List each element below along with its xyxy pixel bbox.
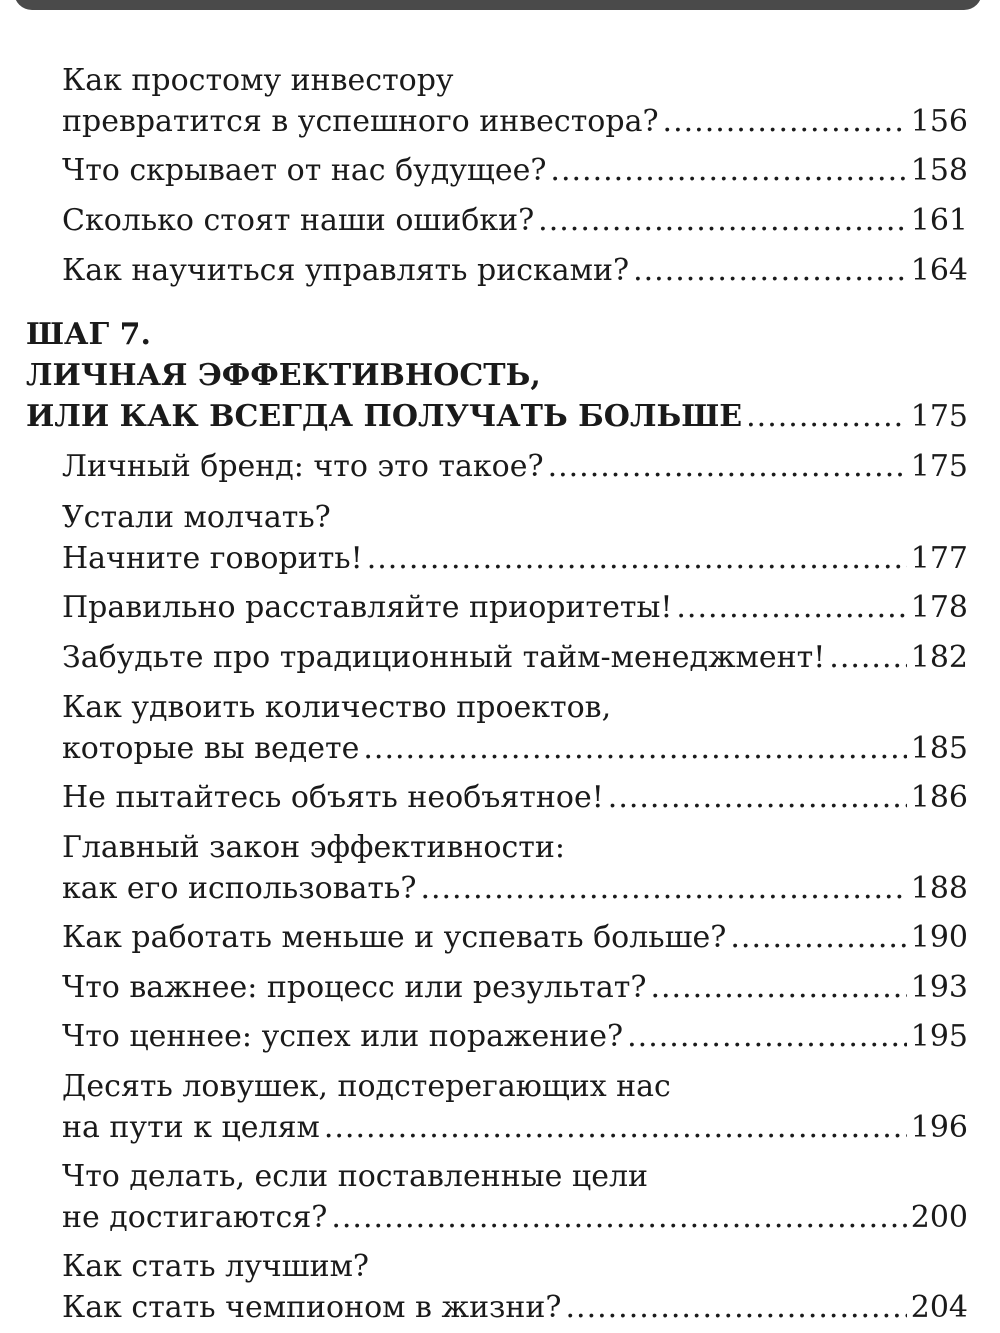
toc-entry xyxy=(62,1156,968,1238)
toc-entry xyxy=(62,687,968,769)
toc-dot-leader xyxy=(550,150,906,191)
toc-entry-line xyxy=(62,1066,968,1107)
toc-dot-leader xyxy=(331,1197,906,1238)
toc-entry-title: как его использовать? xyxy=(62,871,417,906)
toc-page-number: 156 xyxy=(910,104,968,139)
toc-entry xyxy=(62,1016,968,1057)
toc-entry xyxy=(62,60,968,142)
toc-entry-line xyxy=(62,827,968,868)
toc-entry-title: Что важнее: процесс или результат? xyxy=(62,970,647,1005)
toc-page-number: 177 xyxy=(910,541,968,576)
toc-entry-line xyxy=(62,1107,968,1148)
toc-entry xyxy=(62,446,968,487)
toc-entry-title: Что делать, если поставленные цели xyxy=(62,1159,648,1194)
toc-page-number: 175 xyxy=(910,399,968,434)
toc-dot-leader xyxy=(566,1287,907,1328)
toc-entry-line xyxy=(26,396,968,437)
toc-page-number: 164 xyxy=(910,253,968,288)
toc-entry xyxy=(62,1246,968,1328)
toc-entry xyxy=(62,497,968,579)
toc-entry-title: Правильно расставляйте приоритеты! xyxy=(62,590,673,625)
toc-entry-title: Начните говорить! xyxy=(62,541,363,576)
toc-entry-title: Что ценнее: успех или поражение? xyxy=(62,1019,624,1054)
toc-entry-line xyxy=(26,314,968,355)
toc-entry xyxy=(62,587,968,628)
toc-entry-title: Как стать лучшим? xyxy=(62,1249,369,1284)
toc-entry-line xyxy=(62,587,968,628)
toc-entry-line xyxy=(62,1156,968,1197)
toc-dot-leader xyxy=(363,728,906,769)
toc-dot-leader xyxy=(829,637,906,678)
toc-dot-leader xyxy=(608,777,907,818)
toc-entry-line xyxy=(62,728,968,769)
toc-entry-title: Как работать меньше и успевать больше? xyxy=(62,920,727,955)
toc-entry xyxy=(62,200,968,241)
toc-entry xyxy=(62,150,968,191)
toc-entry-line xyxy=(62,101,968,142)
toc-page-number: 185 xyxy=(910,731,968,766)
toc-entry-title: Личный бренд: что это такое? xyxy=(62,449,544,484)
toc-entry-title: не достигаются? xyxy=(62,1200,328,1235)
toc-entry-line xyxy=(62,967,968,1008)
toc-entry-title: Как научиться управлять рисками? xyxy=(62,253,630,288)
toc-entry-title: превратится в успешного инвестора? xyxy=(62,104,659,139)
toc-entry-line xyxy=(62,250,968,291)
toc-page-number: 200 xyxy=(910,1200,968,1235)
toc-dot-leader xyxy=(538,200,907,241)
toc-entry-line xyxy=(62,917,968,958)
toc-entry-title: Устали молчать? xyxy=(62,500,331,535)
toc-entry-title: Забудьте про традиционный тайм-менеджмент! xyxy=(62,640,826,675)
toc-dot-leader xyxy=(548,446,907,487)
toc-dot-leader xyxy=(627,1016,907,1057)
toc-entry-line xyxy=(62,1016,968,1057)
toc-page-number: 196 xyxy=(910,1110,968,1145)
toc-entry xyxy=(62,967,968,1008)
toc-entry xyxy=(62,637,968,678)
toc-entry-title: Сколько стоят наши ошибки? xyxy=(62,203,535,238)
page-header-bar xyxy=(14,0,982,10)
toc-entry-line xyxy=(62,60,968,101)
toc-dot-leader xyxy=(324,1107,907,1148)
toc-entry-title: ЛИЧНАЯ ЭФФЕКТИВНОСТЬ, xyxy=(26,358,541,393)
toc-entry xyxy=(62,777,968,818)
toc-entry-line xyxy=(62,687,968,728)
toc-entry xyxy=(62,917,968,958)
toc-page-number: 190 xyxy=(910,920,968,955)
toc-entry-title: Как стать чемпионом в жизни? xyxy=(62,1290,562,1325)
toc-entry-title: Что скрывает от нас будущее? xyxy=(62,153,547,188)
toc-page-number: 161 xyxy=(910,203,968,238)
toc-entry-title: на пути к целям xyxy=(62,1110,320,1145)
toc-entry-line xyxy=(62,868,968,909)
toc-entry-title: Десять ловушек, подстерегающих нас xyxy=(62,1069,671,1104)
toc-page-number: 175 xyxy=(910,449,968,484)
toc-entry-title: ШАГ 7. xyxy=(26,317,151,352)
toc-entry-title: ИЛИ КАК ВСЕГДА ПОЛУЧАТЬ БОЛЬШЕ xyxy=(26,399,743,434)
toc-dot-leader xyxy=(676,587,906,628)
toc-entry-line xyxy=(62,446,968,487)
toc-page-number: 204 xyxy=(910,1290,968,1325)
toc-entry-line xyxy=(62,150,968,191)
toc-dot-leader xyxy=(746,396,907,437)
toc-entry-title: Как удвоить количество проектов, xyxy=(62,690,612,725)
toc-dot-leader xyxy=(633,250,907,291)
toc-entry-line xyxy=(62,200,968,241)
toc-entry-line xyxy=(62,1246,968,1287)
toc-page-number: 158 xyxy=(910,153,968,188)
toc-chapter-heading xyxy=(26,314,968,437)
toc-entry-line xyxy=(62,1197,968,1238)
toc-page-number: 193 xyxy=(910,970,968,1005)
toc-entry xyxy=(62,1066,968,1148)
toc-dot-leader xyxy=(650,967,906,1008)
toc-entry-line xyxy=(62,538,968,579)
toc-entry-line xyxy=(26,355,968,396)
toc-page-number: 195 xyxy=(910,1019,968,1054)
toc-entry-title: Как простому инвестору xyxy=(62,63,454,98)
toc-entry-line xyxy=(62,497,968,538)
toc-dot-leader xyxy=(367,538,907,579)
toc-page-number: 188 xyxy=(910,871,968,906)
toc-page-number: 182 xyxy=(910,640,968,675)
toc-entry-title: которые вы ведете xyxy=(62,731,360,766)
toc-entry-title: Не пытайтесь объять необъятное! xyxy=(62,780,604,815)
toc-entry-line xyxy=(62,777,968,818)
toc-page-number: 178 xyxy=(910,590,968,625)
toc-entry-line xyxy=(62,1287,968,1328)
toc-dot-leader xyxy=(730,917,906,958)
toc-entry xyxy=(62,250,968,291)
toc-entry-line xyxy=(62,637,968,678)
toc-entry-title: Главный закон эффективности: xyxy=(62,830,565,865)
toc-page-number: 186 xyxy=(910,780,968,815)
toc-entry xyxy=(62,827,968,909)
toc-dot-leader xyxy=(420,868,906,909)
toc-dot-leader xyxy=(663,101,907,142)
